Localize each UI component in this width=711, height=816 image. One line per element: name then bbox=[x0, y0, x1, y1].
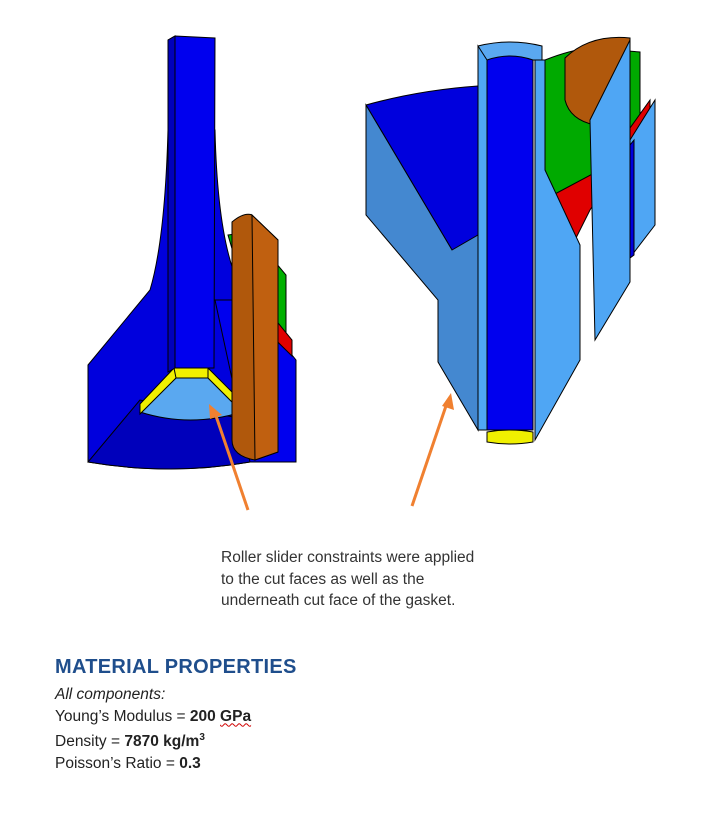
youngs-unit: GPa bbox=[220, 707, 252, 725]
caption-line-3: underneath cut face of the gasket. bbox=[221, 592, 456, 609]
right-stem-left bbox=[478, 46, 487, 430]
density-exponent: 3 bbox=[199, 732, 205, 743]
material-properties bbox=[55, 684, 251, 774]
left-brown-face bbox=[252, 215, 278, 460]
poisson-label: Poisson’s Ratio = bbox=[55, 754, 180, 772]
youngs-value: 200 bbox=[189, 707, 221, 725]
left-stem-edge bbox=[168, 36, 175, 372]
caption-line-1: Roller slider constraints were applied bbox=[221, 549, 475, 566]
right-gasket bbox=[487, 430, 533, 444]
caption bbox=[221, 547, 521, 612]
section-title: MATERIAL PROPERTIES bbox=[55, 656, 297, 678]
density-value: 7870 kg/m bbox=[124, 733, 200, 751]
right-arrow-shaft bbox=[412, 400, 448, 506]
left-gasket-top bbox=[174, 368, 208, 378]
right-stem bbox=[487, 56, 533, 430]
right-arrow-head bbox=[442, 393, 454, 410]
youngs-modulus-row bbox=[55, 706, 251, 728]
youngs-label: Young’s Modulus = bbox=[55, 707, 190, 725]
density-label: Density = bbox=[55, 733, 125, 751]
right-model bbox=[366, 37, 655, 444]
caption-line-2: to the cut faces as well as the bbox=[221, 570, 425, 588]
subtitle: All components: bbox=[55, 686, 166, 703]
poisson-row bbox=[55, 753, 251, 775]
left-model bbox=[88, 36, 296, 469]
poisson-value: 0.3 bbox=[179, 754, 201, 772]
right-dark-edge bbox=[630, 140, 634, 258]
density-row bbox=[55, 727, 251, 753]
